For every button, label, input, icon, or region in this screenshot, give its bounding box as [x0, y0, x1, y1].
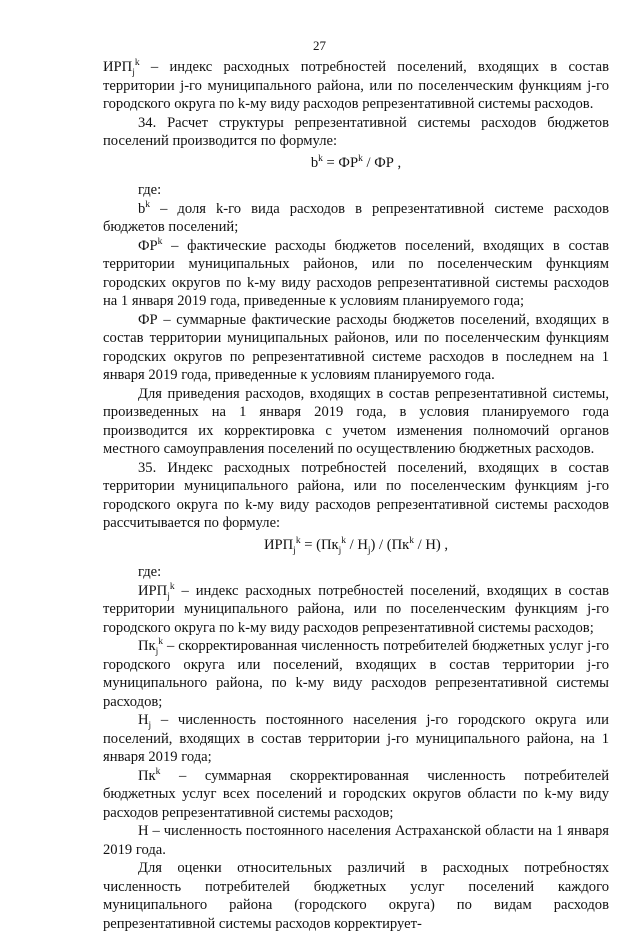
- paragraph-bk-definition: $b^k$ – доля k-го вида расходов в репрезентативной системе расходов бюджетов поселений;: [103, 199, 609, 235]
- paragraph-h-definition: Н – численность постоянного населения Астраханской области на 1 января 2019 года.: [103, 823, 609, 858]
- page-number: 27: [313, 38, 326, 53]
- paragraph-hj-definition: $Н_j$ – численность постоянного населения j-го городского округа или поселений, входящих в состав территории j-го муниципального района, на 1 января 2019 года;: [103, 712, 609, 765]
- document-body: [103, 58, 609, 933]
- formula-structure: $b^k = ФР^k$ / ФР ,: [310, 153, 402, 171]
- paragraph-fr-definition: ФР – суммарные фактические расходы бюджетов поселений, входящих в состав территории муниципальных районов, или по поселенческим функциям городских округов по репрезентативной системе расходов в последнем на 1 января 2019 года, приведенные к условиям планируемого года.: [103, 311, 609, 383]
- paragraph-frk-definition: $ФР^k$ – фактические расходы бюджетов поселений, входящих в состав территории муниципальных районов, или по поселенческим функциям городских округов по k-му виду расходов репрезентативной системы расходов на 1 января 2019 года, приведенные к условиям планируемого года;: [103, 236, 609, 309]
- paragraph-where: где:: [138, 182, 162, 198]
- paragraph-adjustment: Для приведения расходов, входящих в состав репрезентативной системы, произведенных на 1 января 2019 года, в условия планируемого года производится их корректировка с учетом изменения полномочий органов местного самоуправления поселений по осуществлению бюджетных расходов.: [103, 385, 609, 457]
- paragraph-section-34: 34. Расчет структуры репрезентативной системы расходов бюджетов поселений производится по формуле:: [103, 114, 609, 149]
- formula-index: $ИРП_j^k = (Пк_j^k / Н_j) / (Пк^k / Н)$ ,: [263, 535, 449, 556]
- paragraph-section-35: 35. Индекс расходных потребностей поселений, входящих в состав территории муниципального района, или по поселенческим функциям j-го городского округа по k-му виду расходов репрезентативной системы расходов рассчитывается по формуле:: [103, 459, 609, 531]
- paragraph-pkj-definition: $Пк_j^k$ – скорректированная численность потребителей бюджетных услуг j-го городского округа или поселений, входящих в состав территории j-го муниципального района, по k-му виду расходов репрезентативной системы расходов;: [103, 637, 609, 710]
- paragraph-irpj-definition: $ИРП_j^k$ – индекс расходных потребностей поселений, входящих в состав территории муниципального района, или по поселенческим функциям j-го городского округа по k-му виду расходов репрезентативной системы расходов;: [103, 581, 609, 636]
- paragraph-irp-definition: $ИРП_j^k$ – индекс расходных потребностей поселений, входящих в состав территории j-го муниципального района, или по поселенческим функциям j-го городского округа по k-му виду расходов репрезентативной системы расходов.: [103, 58, 609, 112]
- paragraph-where-2: где:: [138, 564, 162, 580]
- paragraph-relative-differences: Для оценки относительных различий в расходных потребностях численность потребителей бюджетных услуг поселений каждого муниципального района (городского округа) по видам расходов репрезентативной системы расходов корректирует-: [103, 860, 609, 932]
- paragraph-pk-definition: $Пк^k$ – суммарная скорректированная численность потребителей бюджетных услуг всех поселений и городских округов области по k-му виду расходов репрезентативной системы расходов;: [103, 766, 609, 821]
